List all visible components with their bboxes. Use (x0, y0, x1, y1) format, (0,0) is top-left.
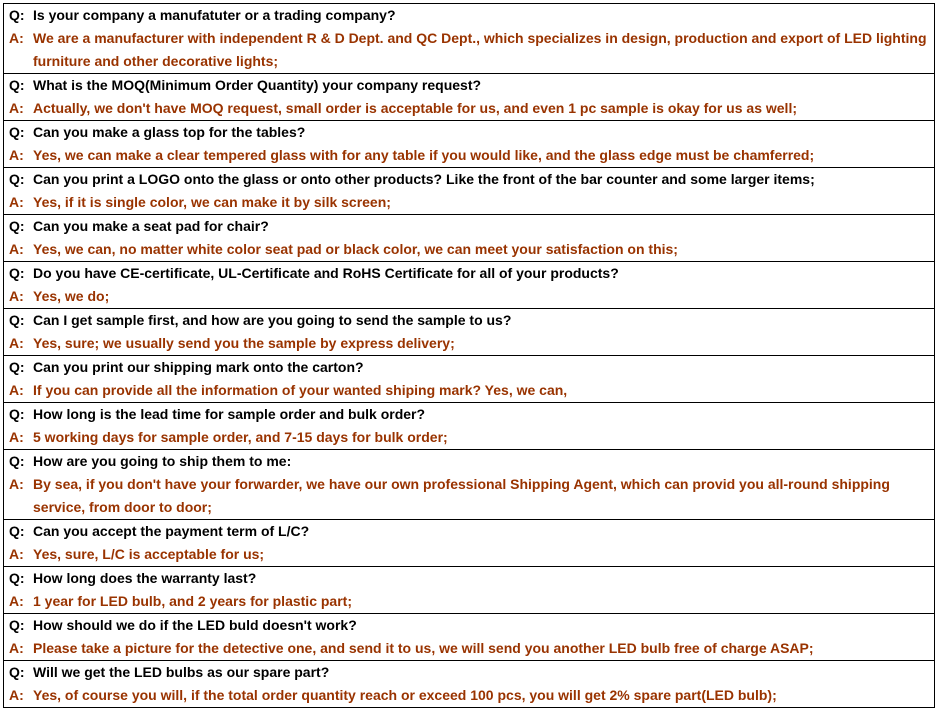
faq-item (4, 215, 935, 262)
answer-text: Yes, we do; (33, 288, 110, 304)
question-prefix: Q: (9, 617, 25, 633)
answer-prefix: A: (9, 476, 24, 492)
answer-prefix: A: (9, 335, 24, 351)
faq-cell (4, 520, 935, 567)
answer-prefix: A: (9, 640, 24, 656)
faq-item (4, 567, 935, 614)
question-line (9, 450, 930, 473)
faq-cell (4, 567, 935, 614)
faq-table (3, 3, 935, 708)
question-text: How should we do if the LED buld doesn't work? (33, 617, 357, 633)
answer-prefix: A: (9, 30, 24, 46)
answer-line (9, 332, 930, 355)
question-line (9, 74, 930, 97)
answer-text: Yes, sure; we usually send you the sample by express delivery; (33, 335, 455, 351)
faq-cell (4, 661, 935, 708)
question-text: Can you make a seat pad for chair? (33, 218, 269, 234)
faq-item (4, 356, 935, 403)
question-line (9, 661, 930, 684)
faq-cell (4, 309, 935, 356)
faq-cell (4, 168, 935, 215)
answer-text: Yes, sure, L/C is acceptable for us; (33, 546, 265, 562)
question-line (9, 4, 930, 27)
answer-line (9, 684, 930, 707)
answer-line (9, 426, 930, 449)
question-text: Is your company a manufatuter or a trading company? (33, 7, 396, 23)
answer-text: Yes, we can make a clear tempered glass with for any table if you would like, and the glass edge must be chamferred; (33, 147, 815, 163)
question-text: How long is the lead time for sample order and bulk order? (33, 406, 426, 422)
faq-item (4, 168, 935, 215)
answer-prefix: A: (9, 147, 24, 163)
faq-item (4, 614, 935, 661)
answer-prefix: A: (9, 100, 24, 116)
faq-cell (4, 121, 935, 168)
question-prefix: Q: (9, 523, 25, 539)
question-line (9, 567, 930, 590)
faq-cell (4, 450, 935, 520)
question-line (9, 309, 930, 332)
answer-line (9, 144, 930, 167)
question-prefix: Q: (9, 406, 25, 422)
answer-text: Yes, we can, no matter white color seat pad or black color, we can meet your satisfaction on this; (33, 241, 678, 257)
question-text: Can you print our shipping mark onto the carton? (33, 359, 364, 375)
question-text: Will we get the LED bulbs as our spare part? (33, 664, 330, 680)
answer-prefix: A: (9, 593, 24, 609)
answer-line (9, 27, 930, 73)
faq-cell (4, 262, 935, 309)
question-line (9, 520, 930, 543)
question-line (9, 403, 930, 426)
faq-cell (4, 74, 935, 121)
faq-cell (4, 614, 935, 661)
question-prefix: Q: (9, 171, 25, 187)
answer-line (9, 191, 930, 214)
answer-line (9, 590, 930, 613)
answer-text: Actually, we don't have MOQ request, small order is acceptable for us, and even 1 pc sample is okay for us as well; (33, 100, 797, 116)
faq-cell (4, 215, 935, 262)
question-prefix: Q: (9, 664, 25, 680)
question-text: How long does the warranty last? (33, 570, 257, 586)
answer-line (9, 285, 930, 308)
faq-cell (4, 4, 935, 74)
question-text: How are you going to ship them to me: (33, 453, 292, 469)
answer-text: If you can provide all the information of your wanted shiping mark? Yes, we can, (33, 382, 568, 398)
answer-text: We are a manufacturer with independent R & D Dept. and QC Dept., which specializes in design, production and export of LED lighting furniture and other decorative lights; (33, 30, 927, 69)
answer-line (9, 637, 930, 660)
question-text: Do you have CE-certificate, UL-Certificate and RoHS Certificate for all of your products? (33, 265, 619, 281)
answer-prefix: A: (9, 241, 24, 257)
question-text: What is the MOQ(Minimum Order Quantity) your company request? (33, 77, 482, 93)
question-prefix: Q: (9, 124, 25, 140)
question-line (9, 168, 930, 191)
answer-prefix: A: (9, 382, 24, 398)
answer-line (9, 97, 930, 120)
question-text: Can you print a LOGO onto the glass or onto other products? Like the front of the bar counter and some larger items; (33, 171, 815, 187)
faq-cell (4, 356, 935, 403)
question-line (9, 262, 930, 285)
faq-item (4, 121, 935, 168)
question-line (9, 356, 930, 379)
question-text: Can you accept the payment term of L/C? (33, 523, 310, 539)
question-line (9, 614, 930, 637)
question-prefix: Q: (9, 265, 25, 281)
answer-line (9, 379, 930, 402)
faq-body (4, 4, 935, 708)
answer-text: 5 working days for sample order, and 7-15 days for bulk order; (33, 429, 448, 445)
answer-prefix: A: (9, 288, 24, 304)
question-prefix: Q: (9, 570, 25, 586)
answer-text: Please take a picture for the detective one, and send it to us, we will send you another LED bulb free of charge ASAP; (33, 640, 814, 656)
question-prefix: Q: (9, 312, 25, 328)
answer-text: 1 year for LED bulb, and 2 years for plastic part; (33, 593, 352, 609)
question-line (9, 121, 930, 144)
question-prefix: Q: (9, 77, 25, 93)
question-line (9, 215, 930, 238)
faq-item (4, 262, 935, 309)
faq-item (4, 450, 935, 520)
faq-cell (4, 403, 935, 450)
question-prefix: Q: (9, 453, 25, 469)
answer-line (9, 238, 930, 261)
faq-item (4, 74, 935, 121)
question-prefix: Q: (9, 359, 25, 375)
question-prefix: Q: (9, 7, 25, 23)
question-prefix: Q: (9, 218, 25, 234)
faq-item (4, 309, 935, 356)
faq-item (4, 4, 935, 74)
question-text: Can you make a glass top for the tables? (33, 124, 306, 140)
answer-text: Yes, if it is single color, we can make it by silk screen; (33, 194, 391, 210)
answer-line (9, 543, 930, 566)
answer-text: By sea, if you don't have your forwarder, we have our own professional Shipping Agent, which can provid you all-round shipping service, from door to door; (33, 476, 890, 515)
question-text: Can I get sample first, and how are you going to send the sample to us? (33, 312, 512, 328)
faq-item (4, 661, 935, 708)
answer-text: Yes, of course you will, if the total order quantity reach or exceed 100 pcs, you will get 2% spare part(LED bulb); (33, 687, 777, 703)
answer-line (9, 473, 930, 519)
answer-prefix: A: (9, 546, 24, 562)
faq-item (4, 520, 935, 567)
answer-prefix: A: (9, 194, 24, 210)
answer-prefix: A: (9, 687, 24, 703)
answer-prefix: A: (9, 429, 24, 445)
faq-item (4, 403, 935, 450)
